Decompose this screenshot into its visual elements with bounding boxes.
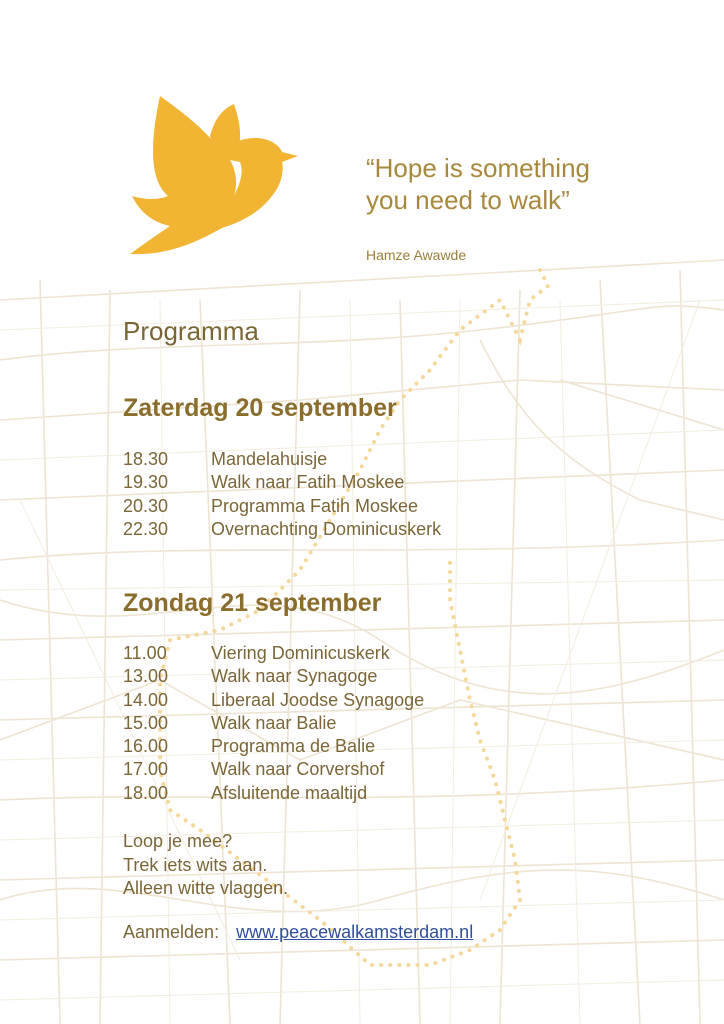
schedule-row	[123, 471, 603, 494]
schedule-row	[123, 689, 603, 712]
schedule-time: 20.30	[123, 495, 169, 516]
schedule-time: 17.00	[123, 759, 169, 780]
day-heading-saturday: Zaterdag 20 september	[123, 394, 397, 422]
schedule-time: 15.00	[123, 712, 169, 733]
schedule-row	[123, 495, 603, 518]
schedule-event: Afsluitende maaltijd	[211, 782, 368, 803]
dove-body	[130, 96, 298, 254]
schedule-event: Liberaal Joodse Synagoge	[211, 689, 425, 710]
schedule-time: 18.00	[123, 782, 169, 803]
schedule-event: Programma de Balie	[211, 736, 376, 757]
schedule-row	[123, 782, 603, 805]
schedule-time: 16.00	[123, 736, 169, 757]
quote-line-1: “Hope is something	[366, 153, 590, 183]
schedule-row	[123, 665, 603, 688]
quote-text	[366, 152, 706, 216]
schedule-time: 18.30	[123, 449, 169, 469]
schedule-row	[123, 518, 603, 541]
schedule-event: Walk naar Fatih Moskee	[211, 472, 405, 493]
schedule-event: Programma Fatih Moskee	[211, 495, 419, 516]
schedule-row	[123, 448, 603, 471]
closing-line-2: Trek iets wits aan.	[123, 854, 268, 875]
schedule-time: 11.00	[123, 643, 167, 663]
closing-line-1: Loop je mee?	[123, 831, 233, 851]
schedule-event: Overnachting Dominicuskerk	[211, 518, 442, 539]
schedule-time: 13.00	[123, 666, 169, 687]
schedule-time: 14.00	[123, 689, 169, 710]
dove-icon	[122, 92, 302, 264]
programma-title: Programma	[123, 316, 259, 346]
schedule-row	[123, 642, 603, 665]
schedule-saturday	[123, 448, 603, 541]
schedule-event: Viering Dominicuskerk	[211, 643, 390, 663]
schedule-row	[123, 758, 603, 781]
schedule-time: 19.30	[123, 472, 169, 493]
schedule-event: Mandelahuisje	[211, 449, 328, 469]
closing-line-3: Alleen witte vlaggen.	[123, 878, 289, 898]
schedule-event: Walk naar Synagoge	[211, 666, 378, 687]
schedule-time: 22.30	[123, 518, 169, 539]
schedule-sunday	[123, 642, 603, 805]
schedule-event: Walk naar Balie	[211, 712, 337, 733]
signup	[123, 922, 473, 943]
schedule-event: Walk naar Corvershof	[211, 759, 385, 780]
day-heading-sunday: Zondag 21 september	[123, 589, 382, 617]
closing-text	[123, 830, 288, 901]
quote-line-2: you need to walk”	[366, 185, 570, 215]
schedule-row	[123, 712, 603, 735]
schedule-row	[123, 735, 603, 758]
signup-link[interactable]: www.peacewalkamsterdam.nl	[236, 922, 474, 942]
signup-label: Aanmelden:	[123, 922, 220, 942]
quote-author: Hamze Awawde	[366, 247, 467, 263]
